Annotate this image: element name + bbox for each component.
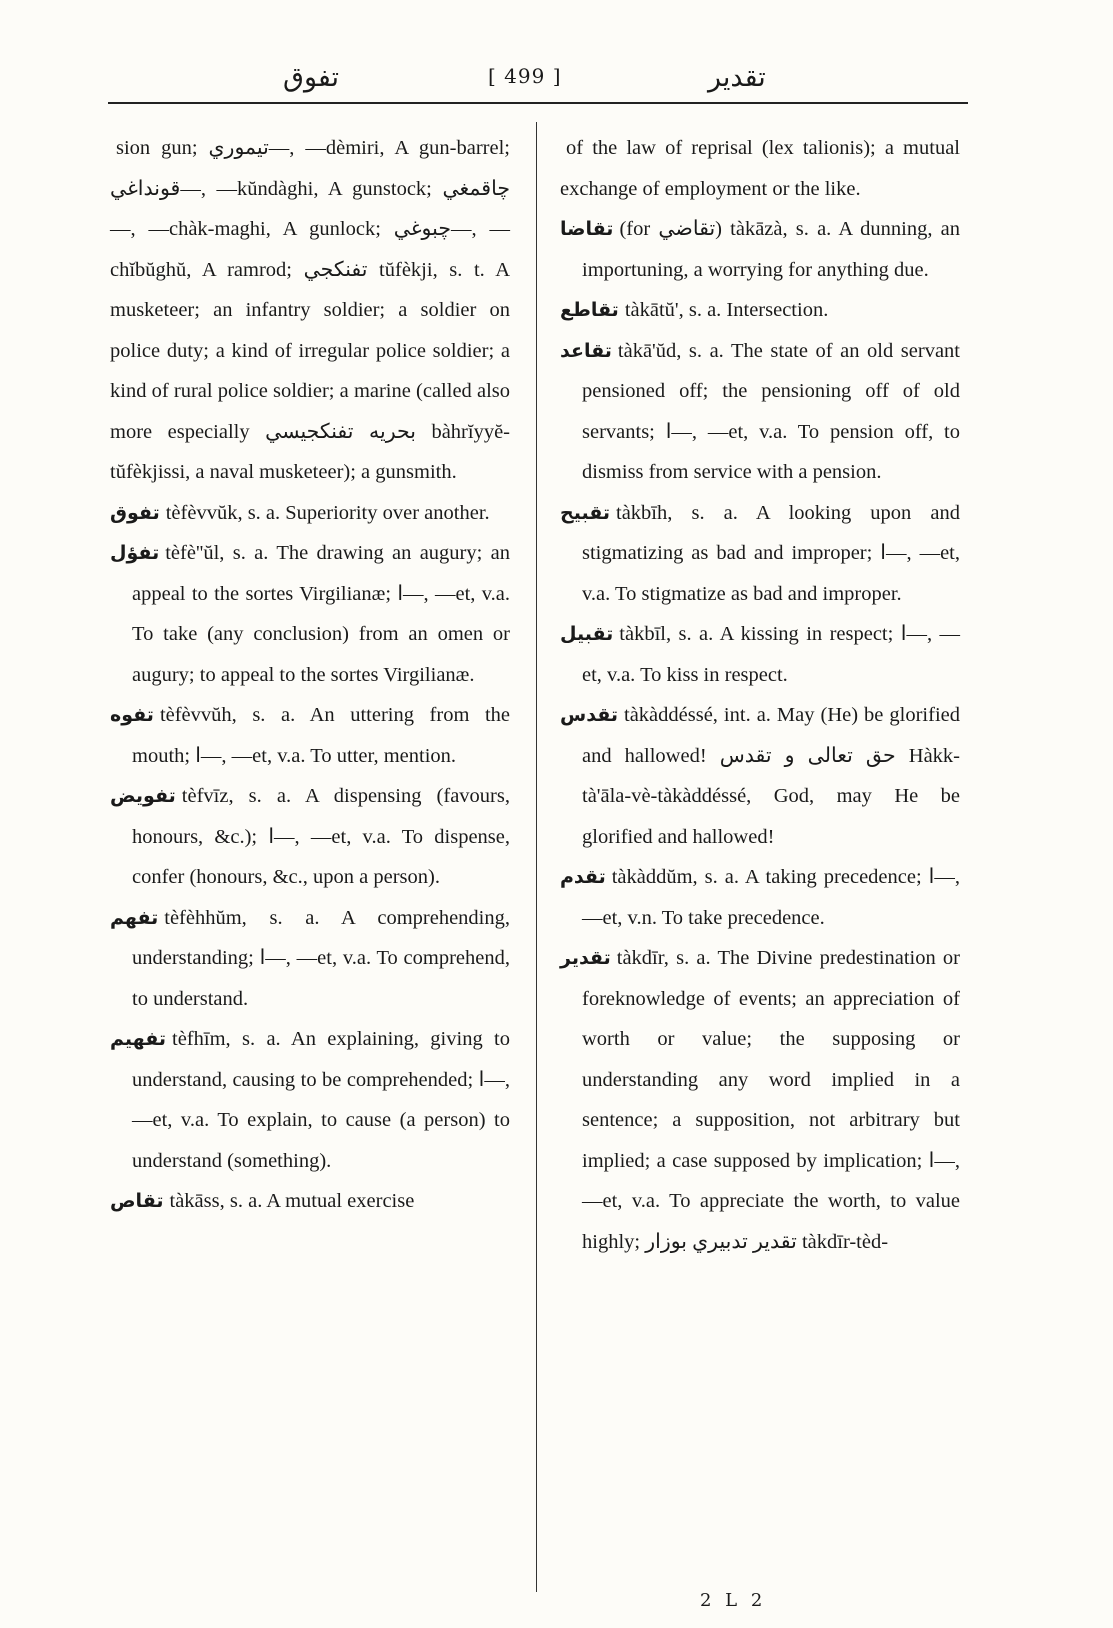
entry-text: tàkāss, s. a. A mutual exercise: [169, 1190, 415, 1212]
entry-text: tàkā'ŭd, s. a. The state of an old servant pensioned off; the pensioning off of old servants; ا—, —et, v.a. To pension off, to dismiss from service with a pension.: [582, 339, 960, 483]
left-running-headword: تفوق: [283, 62, 340, 93]
header-rule: [108, 102, 968, 104]
entry-headword: تقاص: [110, 1190, 164, 1212]
dictionary-entry: [560, 331, 960, 493]
entry-text: tèfè''ŭl, s. a. The drawing an augury; an appeal to the sortes Virgilianæ; ا—, —et, v.a. To take (any conclusion) from an omen or augury; to appeal to the sortes Virgilianæ.: [132, 542, 511, 686]
entry-headword: تفويض: [110, 785, 176, 807]
entry-text: tàkbīl, s. a. A kissing in respect; ا—, —et, v.a. To kiss in respect.: [582, 623, 961, 686]
dictionary-entry: [560, 695, 960, 857]
dictionary-entry: [110, 128, 510, 493]
entry-headword: تفهم: [110, 906, 159, 929]
dictionary-entry: [110, 776, 510, 898]
dictionary-entry: [110, 898, 510, 1020]
entry-text: tèfèhhŭm, s. a. A comprehending, understanding; ا—, —et, v.a. To comprehend, to understand.: [132, 906, 510, 1010]
entry-headword: تفهيم: [110, 1028, 167, 1050]
entry-text: tàkbīh, s. a. A looking upon and stigmatizing as bad and improper; ا—, —et, v.a. To stigmatize as bad and improper.: [582, 501, 960, 605]
entry-headword: تفؤل: [110, 542, 160, 564]
page-number: [ 499 ]: [488, 64, 562, 88]
dictionary-entry: [560, 614, 960, 695]
dictionary-entry: [560, 290, 960, 331]
entry-headword: تقاضا: [560, 218, 614, 240]
entry-text: sion gun; تيموري—, —dèmiri, A gun-barrel; قونداغي—, —kŭndàghi, A gunstock; چاقمغي—, —chàk-maghi, A gunlock; چبوغي—, —chĭbŭghŭ, A ramrod; تفنكجي tŭfèkji, s. t. A musketeer; an infantry soldier; a soldier on police duty; a kind of irregular police soldier; a kind of rural police soldier; a marine (called also more especially بحريه تفنكجيسي bàhrĭyyĕ-tŭfèkjissi, a naval musketeer); a gunsmith.: [110, 137, 511, 483]
dictionary-entry: [110, 695, 510, 776]
dictionary-entry: [560, 857, 960, 938]
right-column: [560, 128, 960, 1262]
signature-mark: 2 L 2: [700, 1590, 767, 1611]
entry-headword: تقبيل: [560, 623, 614, 645]
entry-text: tàkdīr, s. a. The Divine predestination or foreknowledge of events; an appreciation of worth or value; the supposing or understanding any word implied in a sentence; a supposition, not arbitrary but implied; a case supposed by implication; ا—, —et, v.a. To appreciate the worth, to value highly; تقدير تدبيري بوزار tàkdīr-tèd-: [582, 947, 960, 1253]
entry-headword: تقدس: [560, 704, 619, 726]
dictionary-entry: [110, 493, 510, 534]
dictionary-entry: [110, 533, 510, 695]
entry-text: tèfhīm, s. a. An explaining, giving to understand, causing to be comprehended; ا—, —et, v.a. To explain, to cause (a person) to understand (something).: [132, 1028, 510, 1172]
entry-text: tèfèvvŭh, s. a. An uttering from the mouth; ا—, —et, v.a. To utter, mention.: [132, 704, 510, 767]
left-column: [110, 128, 510, 1222]
right-running-headword: تقدير: [708, 62, 766, 93]
entry-text: tèfèvvŭk, s. a. Superiority over another.: [165, 501, 490, 524]
dictionary-entry: [110, 1181, 510, 1222]
column-divider: [536, 122, 537, 1592]
entry-text: (for تقاضي) tàkāzà, s. a. A dunning, an importuning, a worrying for anything due.: [582, 218, 960, 281]
entry-headword: تفوه: [110, 704, 154, 726]
entry-headword: تقاعد: [560, 339, 612, 362]
entry-headword: تقدم: [560, 866, 606, 888]
page-header: [108, 58, 968, 98]
dictionary-entry: [560, 209, 960, 290]
entry-text: tèfvīz, s. a. A dispensing (favours, honours, &c.); ا—, —et, v.a. To dispense, confer (honours, &c., upon a person).: [132, 785, 510, 888]
dictionary-entry: [560, 128, 960, 209]
dictionary-entry: [560, 938, 960, 1262]
entry-text: tàkàddéssé, int. a. May (He) be glorified and hallowed! حق تعالى و تقدس Hàkk-tà'āla-vè-tàkàddéssé, God, may He be glorified and hallowed!: [582, 704, 960, 848]
dictionary-entry: [560, 493, 960, 615]
entry-headword: تقدير: [560, 947, 611, 969]
entry-headword: تقاطع: [560, 299, 619, 321]
entry-headword: تقبيح: [560, 501, 611, 524]
dictionary-entry: [110, 1019, 510, 1181]
entry-text: tàkātŭ', s. a. Intersection.: [624, 299, 829, 321]
entry-text: tàkàddŭm, s. a. A taking precedence; ا—, —et, v.n. To take precedence.: [582, 866, 960, 929]
entry-headword: تفوق: [110, 501, 160, 524]
entry-text: of the law of reprisal (lex talionis); a mutual exchange of employment or the like.: [560, 137, 960, 200]
